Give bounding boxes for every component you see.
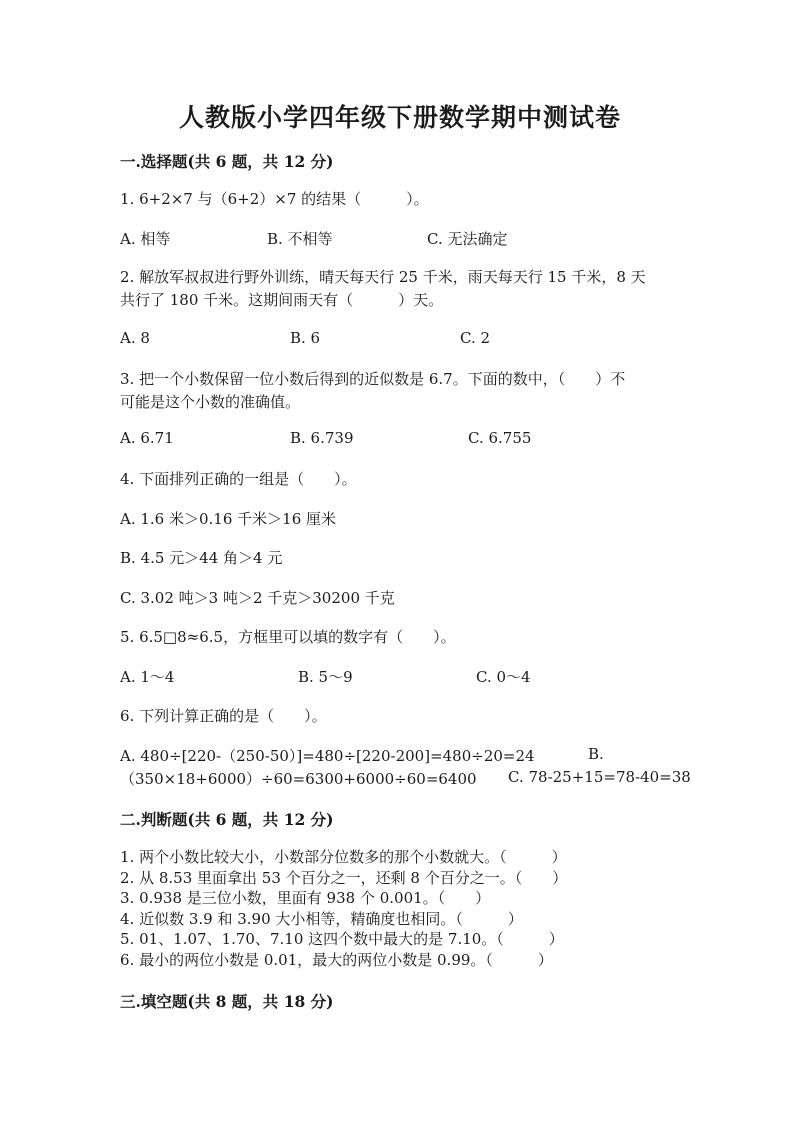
question-2-stem-line1: 2. 解放军叔叔进行野外训练，晴天每天行 25 千米，雨天每天行 15 千米，8 天 xyxy=(120,268,646,286)
question-3-stem-line2: 可能是这个小数的准确值。 xyxy=(120,393,301,411)
question-5-option-c: C. 0～4 xyxy=(476,668,531,686)
question-3-stem-line1: 3. 把一个小数保留一位小数后得到的近似数是 6.7。下面的数中，（ ）不 xyxy=(120,370,626,388)
question-2-option-a: A. 8 xyxy=(120,329,150,347)
question-2-option-b: B. 6 xyxy=(290,329,321,347)
question-6-option-b-label: B. xyxy=(588,745,604,763)
judgment-item: 5. 01、1.07、1.70、7.10 这四个数中最大的是 7.10。（ ） xyxy=(120,930,564,948)
judgment-item: 4. 近似数 3.9 和 3.90 大小相等，精确度也相同。（ ） xyxy=(120,909,523,928)
question-3-option-a: A. 6.71 xyxy=(120,429,174,447)
question-1-option-c: C. 无法确定 xyxy=(427,230,508,248)
question-4-option-b: B. 4.5 元＞44 角＞4 元 xyxy=(120,549,283,567)
section-heading-judgment: 二.判断题(共 6 题，共 12 分) xyxy=(120,810,334,829)
question-6-option-b: （350×18+6000）÷60=6300+6000÷60=6400 xyxy=(120,770,477,788)
question-2-stem-line2: 共行了 180 千米。这期间雨天有（ ）天。 xyxy=(120,291,444,309)
question-6-option-c: C. 78-25+15=78-40=38 xyxy=(508,768,691,786)
judgment-list xyxy=(120,847,567,970)
question-3-option-b: B. 6.739 xyxy=(290,429,354,447)
question-1-stem: 1. 6+2×7 与（6+2）×7 的结果（ ）。 xyxy=(120,190,429,208)
question-4-option-a: A. 1.6 米＞0.16 千米＞16 厘米 xyxy=(120,510,337,528)
judgment-item: 3. 0.938 是三位小数，里面有 938 个 0.001。（ ） xyxy=(120,889,491,907)
section-heading-fill-blank: 三.填空题(共 8 题，共 18 分) xyxy=(120,992,334,1011)
question-6-stem: 6. 下列计算正确的是（ ）。 xyxy=(120,707,327,725)
question-5-option-b: B. 5～9 xyxy=(298,668,353,686)
question-4-stem: 4. 下面排列正确的一组是（ ）。 xyxy=(120,470,357,488)
question-5-option-a: A. 1～4 xyxy=(120,668,175,686)
question-4-option-c: C. 3.02 吨＞3 吨＞2 千克＞30200 千克 xyxy=(120,589,395,607)
question-5-stem: 5. 6.5□8≈6.5，方框里可以填的数字有（ ）。 xyxy=(120,628,456,646)
judgment-item: 6. 最小的两位小数是 0.01，最大的两位小数是 0.99。（ ） xyxy=(120,950,553,969)
question-2-option-c: C. 2 xyxy=(460,329,491,347)
page-title: 人教版小学四年级下册数学期中测试卷 xyxy=(178,103,621,132)
section-heading-choice: 一.选择题(共 6 题，共 12 分) xyxy=(120,152,334,171)
question-1-option-a: A. 相等 xyxy=(120,230,171,248)
question-6-option-a: A. 480÷[220-（250-50）]=480÷[220-200]=480÷20=24 xyxy=(120,747,535,765)
question-1-option-b: B. 不相等 xyxy=(267,230,333,248)
judgment-item: 1. 两个小数比较大小，小数部分位数多的那个小数就大。（ ） xyxy=(120,848,567,866)
question-3-option-c: C. 6.755 xyxy=(468,429,532,447)
judgment-item: 2. 从 8.53 里面拿出 53 个百分之一，还剩 8 个百分之一。（ ） xyxy=(120,868,568,887)
